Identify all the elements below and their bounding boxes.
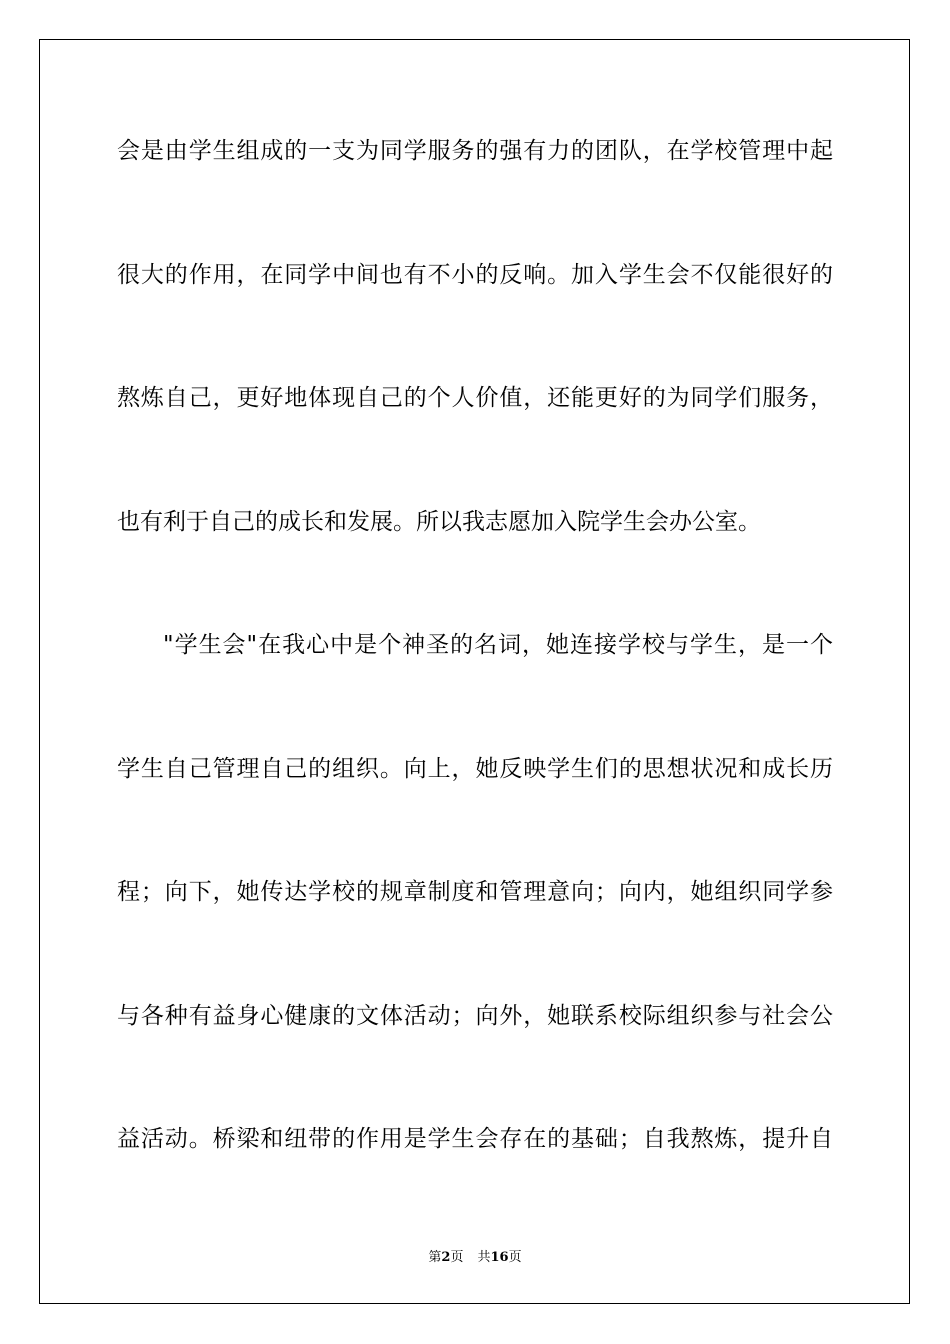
total-suffix: 页 <box>508 1250 522 1265</box>
page-suffix: 页 <box>450 1250 464 1265</box>
page-number: 2 <box>441 1250 451 1265</box>
paragraph-2-line-3: 程；向下，她传达学校的规章制度和管理意向；向内，她组织同学参 <box>117 879 833 905</box>
paragraph-2-line-5: 益活动。桥梁和纽带的作用是学生会存在的基础；自我熬炼，提升自 <box>117 1126 833 1152</box>
page-prefix: 第 <box>428 1250 442 1265</box>
page-border <box>39 39 910 1304</box>
paragraph-line-1: 会是由学生组成的一支为同学服务的强有力的团队，在学校管理中起 <box>117 138 833 164</box>
paragraph-2-line-1: "学生会"在我心中是个神圣的名词，她连接学校与学生，是一个 <box>163 632 833 658</box>
paragraph-line-4: 也有利于自己的成长和发展。所以我志愿加入院学生会办公室。 <box>117 509 761 535</box>
paragraph-line-3: 熬炼自己，更好地体现自己的个人价值，还能更好的为同学们服务， <box>117 385 833 411</box>
paragraph-2-line-2: 学生自己管理自己的组织。向上，她反映学生们的思想状况和成长历 <box>117 756 833 782</box>
paragraph-line-2: 很大的作用，在同学中间也有不小的反响。加入学生会不仅能很好的 <box>117 262 833 288</box>
total-pages: 16 <box>490 1250 509 1265</box>
paragraph-2-line-4: 与各种有益身心健康的文体活动；向外，她联系校际组织参与社会公 <box>117 1003 833 1029</box>
page-footer <box>0 1246 950 1265</box>
total-prefix: 共 <box>477 1250 491 1265</box>
